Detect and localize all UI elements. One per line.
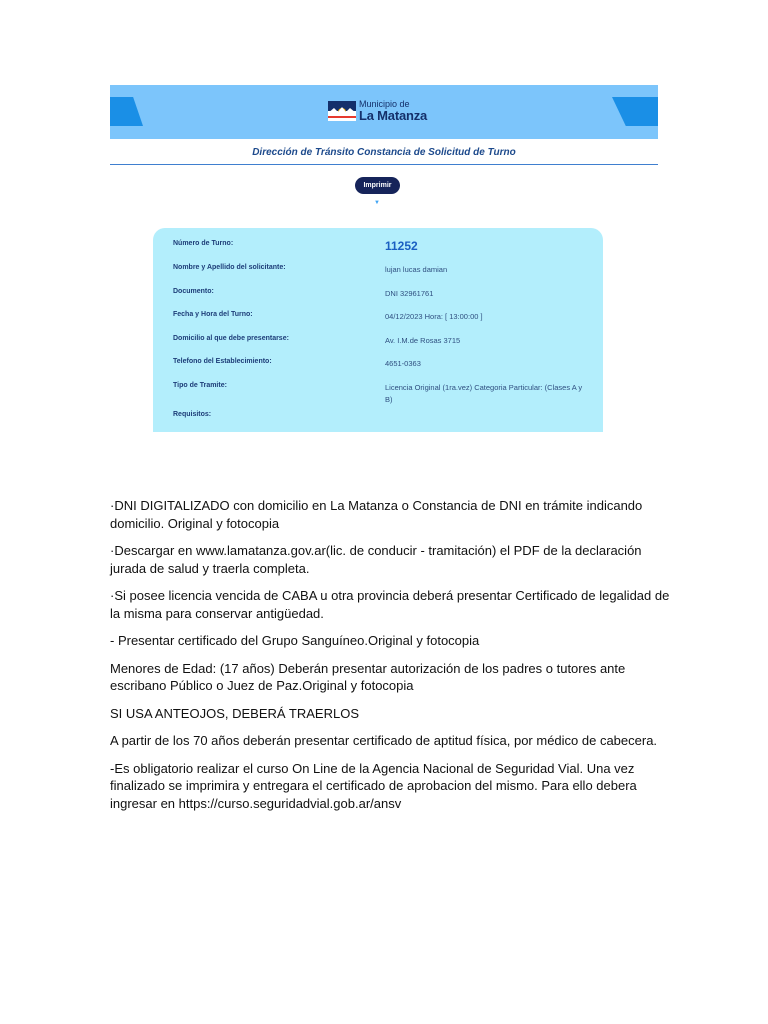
row-value: Av. I.M.de Rosas 3715 — [385, 336, 461, 345]
municipio-emblem-icon — [328, 101, 356, 121]
municipio-logo — [328, 99, 427, 123]
turno-card — [153, 228, 603, 432]
telefono-row — [173, 358, 593, 370]
row-value: DNI 32961761 — [385, 289, 434, 298]
title-divider — [110, 164, 658, 165]
documento-row — [173, 288, 593, 300]
row-label: Tipo de Tramite: — [173, 382, 227, 389]
logo-line2: La Matanza — [359, 108, 428, 123]
row-label: Domicilio al que debe presentarse: — [173, 335, 289, 342]
tramite-row — [173, 382, 593, 405]
row-label: Fecha y Hora del Turno: — [173, 311, 253, 318]
chevron-down-icon: ▼ — [374, 200, 380, 206]
requisitos-row — [173, 411, 593, 418]
print-button[interactable]: Imprimir — [355, 177, 400, 194]
requirements-list — [110, 497, 670, 822]
row-value: 04/12/2023 Hora: [ 13:00:00 ] — [385, 312, 483, 321]
requirement-item: Menores de Edad: (17 años) Deberán presentar autorización de los padres o tutores ante escribano Público o Juez de Paz.Original y fotocopia — [110, 660, 626, 693]
requirement-item: ·Descargar en www.lamatanza.gov.ar(lic. de conducir - tramitación) el PDF de la declaración jurada de salud y traerla completa. — [110, 543, 642, 576]
page-title: Dirección de Tránsito Constancia de Solicitud de Turno — [252, 147, 516, 158]
requirement-item: ·Si posee licencia vencida de CABA u otra provincia deberá presentar Certificado de legalidad de la misma para conservar antigüedad. — [110, 588, 670, 621]
row-value: 4651-0363 — [385, 359, 421, 368]
row-value: lujan lucas damian — [385, 265, 448, 274]
banner-left-shape — [110, 97, 143, 126]
row-label: Requisitos: — [173, 411, 212, 418]
header-banner — [110, 85, 658, 139]
requirement-item: -Es obligatorio realizar el curso On Line de la Agencia Nacional de Seguridad Vial. Una vez finalizado se imprimira y entregara el certificado de aprobacion del mismo. Para ello debera ingresar en https://curso.seguridadvial.gob.ar/ansv — [110, 760, 637, 811]
nombre-row — [173, 264, 593, 276]
row-label: Número de Turno: — [173, 240, 234, 247]
requirement-item: ·DNI DIGITALIZADO con domicilio en La Matanza o Constancia de DNI en trámite indicando domicilio. Original y fotocopia — [110, 498, 643, 531]
domicilio-row — [173, 335, 593, 347]
requirement-item: A partir de los 70 años deberán presentar certificado de aptitud física, por médico de cabecera. — [110, 733, 658, 748]
row-label: Documento: — [173, 288, 214, 295]
row-value: Licencia Original (1ra.vez) Categoria Particular: (Clases A y B) — [385, 383, 583, 404]
row-label: Nombre y Apellido del solicitante: — [173, 264, 286, 271]
turno-number: 11252 — [385, 239, 418, 253]
banner-right-shape — [612, 97, 658, 126]
row-value — [385, 411, 585, 418]
row-label: Telefono del Establecimiento: — [173, 358, 272, 365]
requirement-item: - Presentar certificado del Grupo Sanguíneo.Original y fotocopia — [110, 633, 480, 648]
fecha-row — [173, 311, 593, 323]
turno-screenshot — [110, 85, 658, 432]
logo-line1: Municipio de — [359, 99, 410, 109]
turno-row — [173, 240, 593, 256]
requirement-item: SI USA ANTEOJOS, DEBERÁ TRAERLOS — [110, 705, 359, 721]
